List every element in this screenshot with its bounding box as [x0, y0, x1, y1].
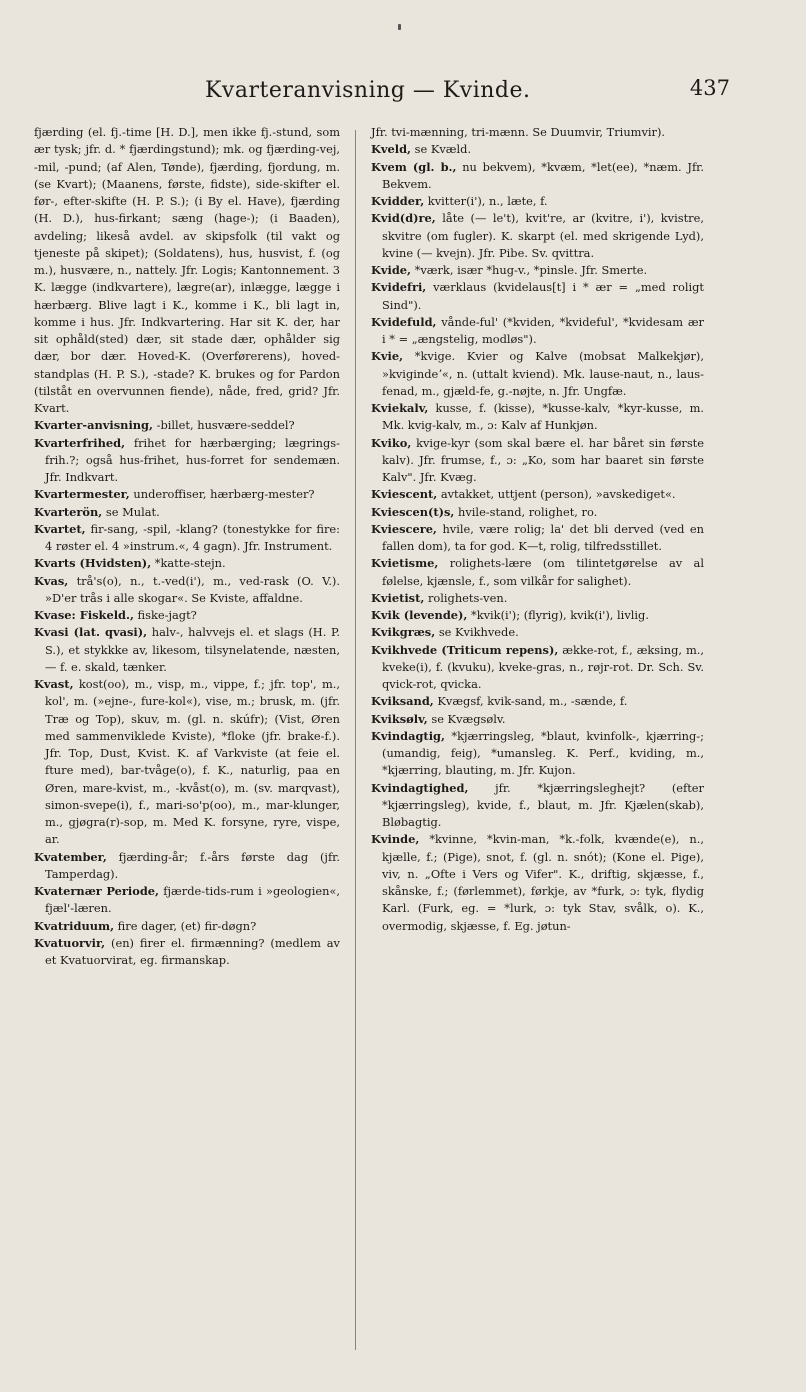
headword: Kviescent,: [371, 487, 438, 502]
headword: Kviksølv,: [371, 711, 428, 726]
dictionary-entry: Kvast, kost(oo), m., visp, m., vippe, f.; jfr. top', m., kol', m. (»ejne-, fure-kol«), vise, m.; brusk, m. (jfr. Træ og Top), skuv, m. (gl. n. skúfr); (Vist, Øren med sammenviklede Kviste), *floke (jfr. brake-f.). Jfr. Top, Dust, Kvist. K. af Varkviste (at feie el. fture med), bar-tvåge(o), f. K., naturlig, paa en Øren, mare-kvist, m., -kvåst(o), m. (sv. marqvast), simon-svepe(i), f., mari-so'p(oo), m., mar-klunger, m., gjøgra(r)-sop, m. Med K. forsyne, ryre, vispe, ar.: [34, 677, 340, 847]
running-header: [40, 72, 730, 112]
dictionary-entry: Kvietisme, rolighets-lære (om tilintetgørelse av al følelse, kjænsle, f., som vilkår for salighet).: [371, 556, 704, 588]
headword: Kviksand,: [371, 694, 434, 709]
headword: Kvatuorvir,: [34, 935, 106, 950]
dictionary-entry: Kvikgræs, se Kvikhvede.: [371, 625, 519, 640]
headword: Kvindagtig,: [371, 728, 445, 743]
headword: Kvid(d)re,: [371, 211, 436, 226]
page-number: 437: [689, 76, 730, 100]
headword: Kvie,: [371, 349, 404, 364]
dictionary-entry: Kvid(d)re, låte (— le't), kvit're, ar (kvitre, i'), kvistre, skvitre (om fugler). K. skarpt (el. med skrigende Lyd), kvine (— kvejn). Jfr. Pibe. Sv. qvittra.: [371, 211, 704, 260]
headword: Kviekalv,: [371, 401, 429, 415]
dictionary-entry: Kvidefri, værklaus (kvidelaus[t] i * ær = „med roligt Sind").: [371, 280, 704, 312]
left-column: [34, 124, 340, 969]
dictionary-entry: Kvarts (Hvidsten), *katte-stejn.: [34, 556, 226, 571]
dictionary-entry: Kveld, se Kvæld.: [371, 142, 472, 157]
dictionary-entry: Kviksølv, se Kvægsølv.: [371, 711, 506, 726]
dictionary-entry: Kviekalv, kusse, f. (kisse), *kusse-kalv, *kyr-kusse, m. Mk. kvig-kalv, m., ɔ: Kalv af Hunkjøn.: [371, 401, 704, 433]
headword: Kvasi (lat. qvasi),: [34, 625, 148, 640]
dictionary-entry: Kvinde, *kvinne, *kvin-man, *k.-folk, kvænde(e), n., kjælle, f.; (Pige), snot, f. (gl. n. snót); (Kone el. Pige), viv, n. „Ofte i Vers og Vifer". K., driftig, skjæsse, f., skånske, f.; (førlemmet), førkje, av *furk, ɔ: tyk, flydig Karl. (Furk, eg. = *lurk, ɔ: tyk Stav, svålk, o). K., overmodig, skjæsse, f. Eg. jøtun-: [371, 832, 704, 933]
headword: Kvikhvede (Triticum repens),: [371, 642, 559, 657]
right-column: [371, 124, 704, 935]
headword: Kviescen(t)s,: [371, 504, 455, 519]
dictionary-entry: Kviksand, Kvægsf, kvik-sand, m., -sænde, f.: [371, 694, 628, 709]
column-divider: [355, 130, 356, 1350]
dictionary-entry: Kvindagtighed, jfr. *kjærringsleghejt? (efter *kjærringsleg), kvide, f., blaut, m. Jfr. Kjælen(skab), Bløbagtig.: [371, 780, 704, 829]
headword: Kvarterön,: [34, 504, 103, 519]
headword: Kvietisme,: [371, 556, 439, 571]
dictionary-entry: Kvidder, kvitter(i'), n., læte, f.: [371, 194, 548, 208]
headword: Kvik (levende),: [371, 608, 468, 622]
headword: Kviescere,: [371, 521, 437, 536]
dictionary-entry: Kvatember, fjærding-år; f.-års første dag (jfr. Tamperdag).: [34, 849, 340, 881]
print-speck: [398, 24, 401, 30]
headword: Kveld,: [371, 142, 412, 157]
dictionary-entry: Kvartermester, underoffiser, hærbærg-mester?: [34, 487, 315, 502]
headword: Kvarts (Hvidsten),: [34, 556, 152, 571]
headword: Kvaternær Periode,: [34, 884, 160, 898]
dictionary-entry: Kvatuorvir, (en) firer el. firmænning? (medlem av et Kvatuorvirat, eg. firmanskap.: [34, 935, 340, 967]
dictionary-entry: Kvaternær Periode, fjærde-tids-rum i »geologien«, fjæl'-læren.: [34, 884, 341, 916]
headword: Kvas,: [34, 573, 69, 588]
headword: Kvietist,: [371, 590, 425, 605]
dictionary-entry: Kvie, *kvige. Kvier og Kalve (mobsat Malkekjør), »kvigindeʼ«, n. (uttalt kviend). Mk. lause-naut, n., laus-fenad, m., gjæld-fe, g.-nøjte, n. Jfr. Ungfæ.: [371, 349, 704, 398]
headword: Kvarter-anvisning,: [34, 418, 153, 433]
dictionary-entry: fjærding (el. fj.-time [H. D.], men ikke fj.-stund, som ær tysk; jfr. d. * fjærdingstund); mk. og fjærding-vej, -mil, -pund; (af Alen, Tønde), fjærding, fjordung, m. (se Kvart); (Maanens, første, fidste), side-skifter el. før-, efter-skifte (H. P. S.); (i By el. Have), fjærding (H. D.), hus-firkant; sæng (hage-); (i Baaden), avdeling; likeså avdel. av skipsfolk (til vakt og tjeneste på skipet); (Soldatens), hus, husvist, f. (og m.), husvære, n., nattely. Jfr. Logis; Kantonnement. 3 K. lægge (indkvartere), lægre(ar), inlægge, lægge i hærbærg. Blive lagt i K., komme i K., bli lagt in, komme i hus. Jfr. Indkvartering. Har sit K. der, har sit ophåld(sted) dær, sit stade dær, ophålder sig dær, bor dær. Hoved-K. (Overførerens), hoved-standplas (H. P. S.), -stade? K. brukes og for Pardon (tilståt en overvunnen fiende), nåde, fred, grid? Jfr. Kvart.: [34, 125, 340, 415]
dictionary-entry: Kvatriduum, fire dager, (et) fir-døgn?: [34, 918, 257, 933]
headword: Kviko,: [371, 435, 412, 450]
dictionary-entry: Kvasi (lat. qvasi), halv-, halvvejs el. et slags (H. P. S.), et stykkke av, likesom, tilsynelatende, næsten, — f. e. skald, tænker.: [34, 625, 340, 674]
dictionary-entry: Kvartet, fir-sang, -spil, -klang? (tonestykke for fire: 4 røster el. 4 »instrum.«, 4 gagn). Jfr. Instrument.: [34, 521, 340, 553]
dictionary-entry: Kvik (levende), *kvik(i'); (flyrig), kvik(i'), livlig.: [371, 608, 649, 622]
dictionary-entry: Kvarterön, se Mulat.: [34, 504, 160, 519]
headword: Kvartermester,: [34, 487, 130, 502]
dictionary-entry: Kvas, trå's(o), n., t.-ved(i'), m., ved-rask (O. V.). »D'er trås i alle skogar«. Se Kviste, affaldne.: [34, 573, 340, 605]
headword: Kvast,: [34, 677, 74, 691]
headword: Kvase: Fiskeld.,: [34, 608, 134, 622]
headword: Kvinde,: [371, 832, 420, 847]
headword: Kvidefuld,: [371, 314, 437, 329]
headword: Kvide,: [371, 263, 412, 277]
dictionary-entry: Kvem (gl. b., nu bekvem), *kvæm, *let(ee), *næm. Jfr. Bekvem.: [371, 159, 704, 191]
headword: Kvatember,: [34, 849, 107, 864]
dictionary-entry: Kviescen(t)s, hvile-stand, rolighet, ro.: [371, 504, 598, 519]
dictionary-entry: Kvindagtig, *kjærringsleg, *blaut, kvinfolk-, kjærring-; (umandig, feig), *umansleg. K. Perf., kviding, m., *kjærring, blauting, m. Jfr. Kujon.: [371, 728, 704, 778]
dictionary-entry: Jfr. tvi-mænning, tri-mænn. Se Duumvir, Triumvir).: [371, 125, 666, 139]
dictionary-entry: Kviescent, avtakket, uttjent (person), »avskediget«.: [371, 487, 676, 502]
dictionary-entry: Kvarterfrihed, frihet for hærbærging; lægrings-frih.?; også hus-frihet, hus-forret for sendemæn. Jfr. Indkvart.: [34, 435, 340, 484]
headword: Kvidefri,: [371, 280, 427, 295]
dictionary-entry: Kvidefuld, vånde-ful' (*kviden, *kvideful', *kvidesam ær i * = „ængstelig, modløs").: [371, 314, 704, 346]
headword: Kvindagtighed,: [371, 780, 469, 795]
dictionary-entry: Kviko, kvige-kyr (som skal bære el. har båret sin første kalv). Jfr. frumse, f., ɔ: „Ko, som har baaret sin første Kalv". Jfr. Kvæg.: [371, 435, 704, 484]
headword: Kvikgræs,: [371, 625, 436, 640]
headword: Kvartet,: [34, 521, 86, 536]
headword: Kvidder,: [371, 194, 425, 208]
headword: Kvatriduum,: [34, 918, 115, 933]
dictionary-entry: Kvide, *værk, især *hug-v., *pinsle. Jfr. Smerte.: [371, 263, 648, 277]
dictionary-entry: Kvikhvede (Triticum repens), ække-rot, f., æksing, m., kveke(i), f. (kvuku), kveke-gras, n., røjr-rot. Dr. Sch. Sv. qvick-rot, qvicka.: [371, 642, 704, 691]
headword: Kvarterfrihed,: [34, 435, 126, 450]
dictionary-entry: Kvarter-anvisning, -billet, husvære-seddel?: [34, 418, 295, 433]
headword: Kvem (gl. b.,: [371, 159, 457, 174]
dictionary-entry: Kvietist, rolighets-ven.: [371, 590, 508, 605]
header-title: Kvarteranvisning — Kvinde.: [205, 78, 531, 103]
dictionary-entry: Kviescere, hvile, være rolig; la' det bli derved (ved en fallen dom), ta for god. K—t, rolig, tilfredsstillet.: [371, 521, 704, 553]
dictionary-entry: Kvase: Fiskeld., fiske-jagt?: [34, 608, 197, 622]
